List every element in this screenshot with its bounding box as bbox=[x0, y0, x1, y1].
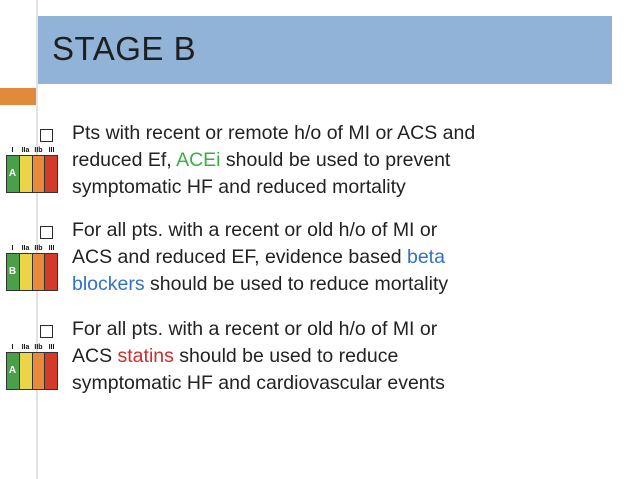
bullet-2-line-2: ACS and reduced EF, evidence based beta bbox=[72, 246, 445, 268]
class-iia-bar bbox=[20, 353, 33, 389]
bullet-box-icon bbox=[40, 226, 53, 239]
slide-title: STAGE B bbox=[52, 30, 197, 67]
bullet-1-line-3: symptomatic HF and reduced mortality bbox=[72, 176, 406, 198]
bullet-3-line-2: ACS statins should be used to reduce bbox=[72, 345, 399, 367]
bullet-2-line-1: For all pts. with a recent or old h/o of MI or bbox=[72, 219, 438, 241]
bullet-box-icon bbox=[40, 129, 53, 142]
badge-header: I IIa IIb III bbox=[11, 147, 55, 154]
corner-block bbox=[0, 0, 36, 86]
bullet-text-1 bbox=[72, 120, 612, 201]
class-iia-bar bbox=[20, 156, 33, 192]
bullet-text-2 bbox=[72, 217, 612, 298]
bullet-2-line-3: blockers should be used to reduce mortality bbox=[72, 273, 449, 295]
class-iib-bar bbox=[33, 254, 46, 290]
badge-header: I IIa IIb III bbox=[11, 245, 55, 252]
keyword-blockers: blockers bbox=[72, 273, 145, 295]
bullet-box-icon bbox=[40, 325, 53, 338]
evidence-badge-3 bbox=[6, 343, 58, 389]
class-iii-bar bbox=[45, 156, 57, 192]
evidence-level: B bbox=[8, 265, 17, 277]
bullet-3-line-1: For all pts. with a recent or old h/o of MI or bbox=[72, 318, 438, 340]
evidence-badge-2 bbox=[6, 244, 58, 290]
keyword-statins: statins bbox=[117, 345, 174, 367]
evidence-level: A bbox=[8, 364, 17, 376]
class-iib-bar bbox=[33, 156, 46, 192]
badge-header: I IIa IIb III bbox=[11, 344, 55, 351]
class-iii-bar bbox=[45, 254, 57, 290]
evidence-level: A bbox=[8, 167, 17, 179]
class-iia-bar bbox=[20, 254, 33, 290]
class-iii-bar bbox=[45, 353, 57, 389]
bullet-text-3 bbox=[72, 316, 612, 397]
bullet-1-line-1: Pts with recent or remote h/o of MI or ACS and bbox=[72, 122, 476, 144]
evidence-badge-1 bbox=[6, 146, 58, 192]
keyword-acei: ACEi bbox=[176, 149, 221, 171]
title-bar bbox=[38, 16, 612, 84]
accent-strip bbox=[0, 88, 36, 105]
bullet-3-line-3: symptomatic HF and cardiovascular events bbox=[72, 372, 445, 394]
bullet-1-line-2: reduced Ef, ACEi should be used to prevent bbox=[72, 149, 451, 171]
keyword-beta: beta bbox=[406, 246, 445, 268]
class-iib-bar bbox=[33, 353, 46, 389]
